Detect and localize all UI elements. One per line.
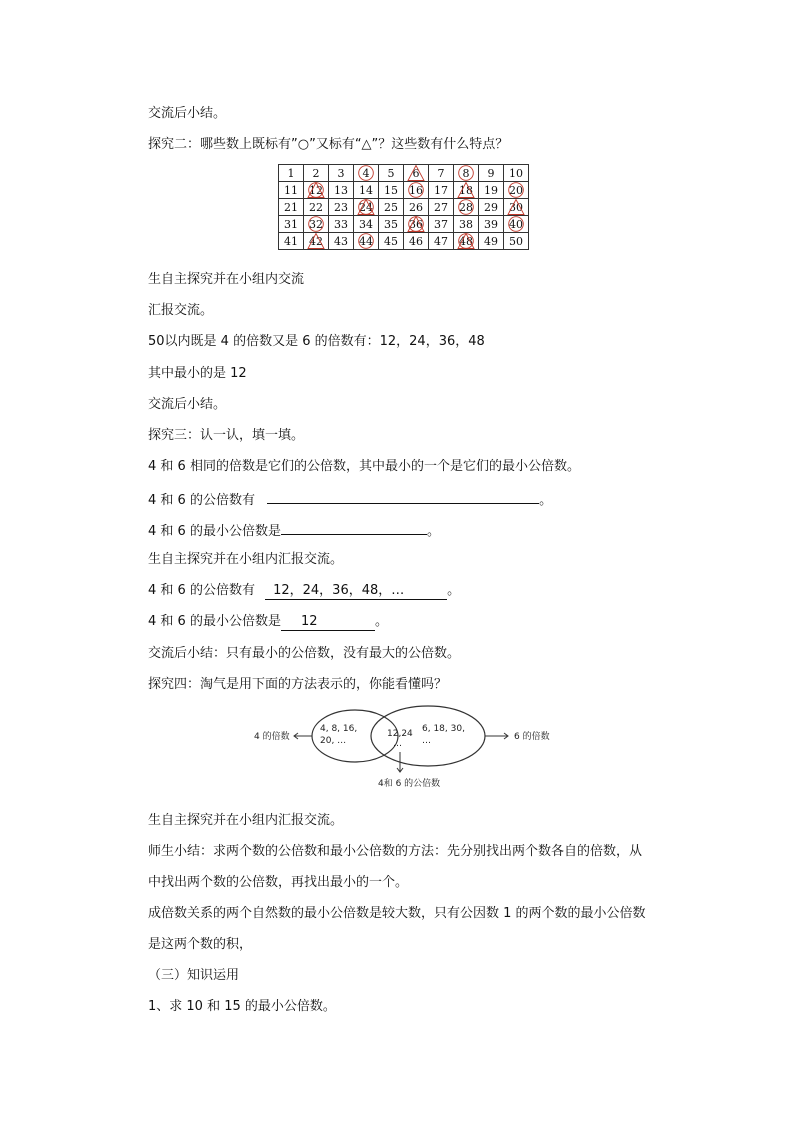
line-self-explore: 生自主探究并在小组内交流 [148, 272, 305, 287]
grid-number: 19 [484, 183, 498, 197]
grid-row [279, 165, 529, 182]
line-summary-2: 交流后小结。 [148, 397, 227, 412]
line-group-report-2: 生自主探究并在小组内汇报交流。 [148, 813, 344, 828]
line-group-report: 生自主探究并在小组内汇报交流。 [148, 552, 344, 567]
grid-number: 47 [434, 234, 448, 248]
grid-cell [279, 165, 304, 182]
grid-number: 14 [359, 183, 373, 197]
line-report: 汇报交流。 [148, 303, 214, 318]
grid-number: 30 [509, 200, 523, 214]
period: 。 [447, 583, 461, 598]
grid-cell [404, 233, 429, 250]
grid-cell [404, 216, 429, 233]
grid-cell [379, 233, 404, 250]
grid-cell [504, 233, 529, 250]
blank-common-multiples[interactable] [267, 490, 539, 504]
grid-number: 43 [334, 234, 348, 248]
inquiry-four-title: 探究四：淘气是用下面的方法表示的，你能看懂吗？ [148, 677, 448, 692]
grid-row [279, 216, 529, 233]
answer-prompt: 4 和 6 的公倍数有 [148, 583, 255, 598]
grid-cell [354, 233, 379, 250]
grid-cell [429, 216, 454, 233]
grid-number: 32 [309, 217, 323, 231]
grid-number: 21 [284, 200, 298, 214]
grid-number: 42 [309, 234, 323, 248]
grid-number: 23 [334, 200, 348, 214]
grid-cell [354, 199, 379, 216]
grid-cell [404, 182, 429, 199]
grid-cell [454, 216, 479, 233]
grid-number: 22 [309, 200, 323, 214]
grid-number: 11 [284, 183, 298, 197]
fill-lcm-row [148, 521, 440, 540]
grid-cell [504, 182, 529, 199]
grid-cell [379, 165, 404, 182]
inquiry-two-question: 探究二：哪些数上既标有”○”又标有“△”？这些数有什么特点？ [148, 137, 509, 152]
grid-cell [354, 165, 379, 182]
grid-number: 5 [387, 166, 395, 180]
period: 。 [539, 493, 553, 508]
grid-cell [379, 182, 404, 199]
line-common-multiples-50: 50以内既是 4 的倍数又是 6 的倍数有：12，24，36，48 [148, 334, 485, 349]
grid-cell [429, 233, 454, 250]
grid-number: 7 [437, 166, 445, 180]
grid-cell [329, 199, 354, 216]
answer-lcm: 12 [281, 614, 375, 631]
rule-summary-1: 成倍数关系的两个自然数的最小公倍数是较大数，只有公因数 1 的两个数的最小公倍数 [148, 906, 646, 921]
label-4-multiples: 4 的倍数 [254, 732, 290, 742]
grid-cell [329, 233, 354, 250]
grid-number: 44 [359, 234, 373, 248]
grid-number: 45 [384, 234, 398, 248]
line-smallest: 其中最小的是 12 [148, 366, 247, 381]
grid-cell [304, 199, 329, 216]
grid-number: 9 [487, 166, 495, 180]
grid-number: 26 [409, 200, 423, 214]
grid-number: 2 [312, 166, 320, 180]
label-common-multiples: 4和 6 的公倍数 [378, 779, 441, 789]
grid-number: 6 [412, 166, 420, 180]
definition-lcm: 4 和 6 相同的倍数是它们的公倍数，其中最小的一个是它们的最小公倍数。 [148, 459, 580, 474]
grid-cell [454, 165, 479, 182]
grid-cell [379, 199, 404, 216]
venn-diagram [250, 700, 560, 792]
grid-row [279, 199, 529, 216]
grid-cell [279, 216, 304, 233]
grid-number: 37 [434, 217, 448, 231]
fill-prompt: 4 和 6 的公倍数有 [148, 493, 255, 508]
grid-number: 12 [309, 183, 323, 197]
grid-cell [504, 199, 529, 216]
grid-number: 29 [484, 200, 498, 214]
common-values-2: … [393, 739, 402, 749]
set-4-values-2: 20, … [320, 736, 347, 746]
grid-cell [379, 216, 404, 233]
label-6-multiples: 6 的倍数 [514, 732, 550, 742]
answer-lcm-row [148, 614, 388, 631]
grid-number: 15 [384, 183, 398, 197]
grid-cell [279, 233, 304, 250]
period: 。 [374, 614, 388, 629]
grid-cell [279, 182, 304, 199]
grid-number: 24 [359, 200, 373, 214]
grid-cell [354, 182, 379, 199]
grid-cell [279, 199, 304, 216]
grid-cell [479, 182, 504, 199]
grid-number: 41 [284, 234, 298, 248]
grid-cell [429, 199, 454, 216]
answer-prompt: 4 和 6 的最小公倍数是 [148, 614, 281, 629]
grid-cell [329, 216, 354, 233]
grid-number: 1 [287, 166, 295, 180]
section-application: （三）知识运用 [148, 968, 240, 983]
answer-common-multiples-row [148, 583, 460, 600]
grid-cell [329, 165, 354, 182]
grid-row [279, 182, 529, 199]
grid-cell [404, 165, 429, 182]
grid-cell [479, 165, 504, 182]
grid-cell [329, 182, 354, 199]
grid-cell [479, 199, 504, 216]
fill-common-multiples-row [148, 490, 552, 509]
grid-number: 3 [337, 166, 345, 180]
grid-cell [304, 233, 329, 250]
grid-number: 13 [334, 183, 348, 197]
grid-number: 50 [509, 234, 523, 248]
grid-cell [404, 199, 429, 216]
grid-number: 16 [409, 183, 423, 197]
grid-number: 33 [334, 217, 348, 231]
set-6-values-1: 6, 18, 30, [422, 724, 465, 734]
grid-row [279, 233, 529, 250]
grid-cell [354, 216, 379, 233]
grid-cell [304, 165, 329, 182]
grid-number: 17 [434, 183, 448, 197]
inquiry-three-title: 探究三：认一认，填一填。 [148, 428, 305, 443]
method-summary-2: 中找出两个数的公倍数，再找出最小的一个。 [148, 875, 409, 890]
answer-common-multiples: 12，24，36，48，… [265, 583, 447, 600]
grid-cell [304, 182, 329, 199]
common-values-1: 12,24 [387, 729, 413, 739]
grid-number: 4 [362, 166, 370, 180]
grid-cell [429, 165, 454, 182]
fill-prompt: 4 和 6 的最小公倍数是 [148, 524, 281, 539]
grid-number: 8 [462, 166, 470, 180]
blank-lcm[interactable] [281, 521, 427, 535]
grid-number: 38 [459, 217, 473, 231]
grid-cell [454, 182, 479, 199]
method-summary-1: 师生小结：求两个数的公倍数和最小公倍数的方法：先分别找出两个数各自的倍数，从 [148, 844, 643, 859]
grid-number: 46 [409, 234, 423, 248]
set-6-values-2: … [422, 736, 431, 746]
grid-number: 28 [459, 200, 473, 214]
grid-number: 31 [284, 217, 298, 231]
line-summary-3: 交流后小结：只有最小的公倍数，没有最大的公倍数。 [148, 646, 461, 661]
grid-number: 39 [484, 217, 498, 231]
grid-cell [504, 216, 529, 233]
grid-cell [429, 182, 454, 199]
grid-number: 35 [384, 217, 398, 231]
hundred-grid-table [278, 164, 529, 250]
grid-number: 40 [509, 217, 523, 231]
grid-number: 18 [459, 183, 473, 197]
grid-number: 36 [409, 217, 423, 231]
grid-number: 34 [359, 217, 373, 231]
grid-number: 49 [484, 234, 498, 248]
rule-summary-2: 是这两个数的积， [148, 937, 253, 952]
line-summary-1: 交流后小结。 [148, 106, 227, 121]
grid-number: 25 [384, 200, 398, 214]
grid-number: 10 [509, 166, 523, 180]
set-4-values-1: 4, 8, 16, [320, 724, 358, 734]
grid-cell [304, 216, 329, 233]
period: 。 [426, 524, 440, 539]
grid-cell [479, 233, 504, 250]
grid-cell [454, 233, 479, 250]
exercise-1: 1、求 10 和 15 的最小公倍数。 [148, 999, 336, 1014]
grid-number: 48 [459, 234, 473, 248]
grid-cell [504, 165, 529, 182]
grid-number: 20 [509, 183, 523, 197]
grid-cell [454, 199, 479, 216]
grid-cell [479, 216, 504, 233]
grid-number: 27 [434, 200, 448, 214]
